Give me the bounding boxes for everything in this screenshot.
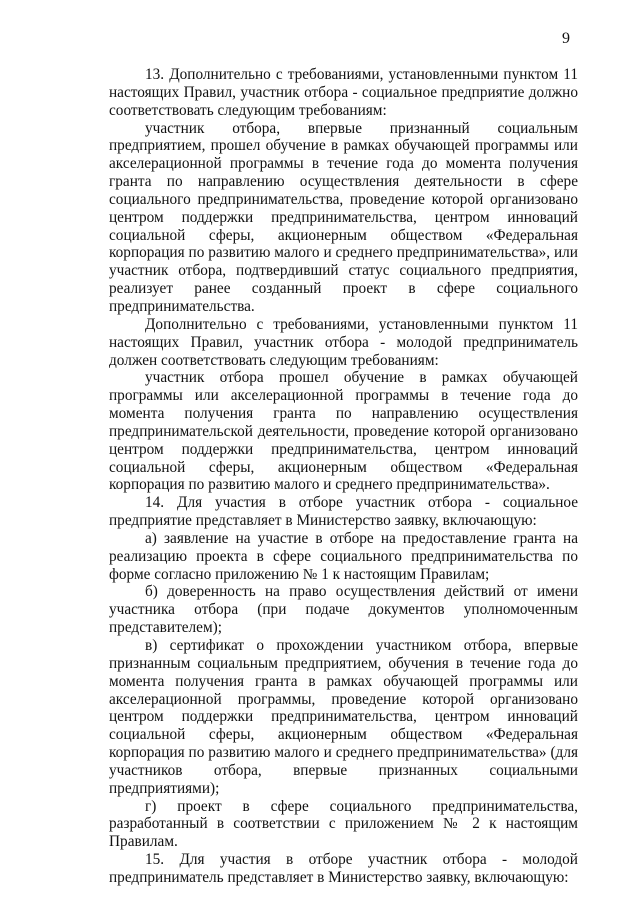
paragraph-14-item-a: а) заявление на участие в отборе на предоставление гранта на реализацию проекта в сфере социального предпринимательства по форме согласно приложению № 1 к настоящим Правилам; <box>109 529 578 583</box>
paragraph-14-item-b: б) доверенность на право осуществления действий от имени участника отбора (при подаче документов уполномоченным представителем); <box>109 583 578 637</box>
paragraph-14-intro: 14. Для участия в отборе участник отбора - социальное предприятие представляет в Министерство заявку, включающую: <box>109 494 578 530</box>
page-number: 9 <box>562 30 570 47</box>
paragraph-young-entrepreneur-requirement: участник отбора прошел обучение в рамках обучающей программы или акселерационной программы в течение года до момента получения гранта по направлению осуществления предпринимательской деятельности, проведение которой организовано центром поддержки предпринимательства, центром инноваций социальной сферы, акционерным обществом «Федеральная корпорация по развитию малого и среднего предпринимательства». <box>109 369 578 494</box>
paragraph-social-enterprise-requirement: участник отбора, впервые признанный социальным предприятием, прошел обучение в рамках обучающей программы или акселерационной программы в течение года до момента получения гранта по направлению осуществления деятельности в сфере социального предпринимательства, проведение которой организовано центром поддержки предпринимательства, центром инноваций социальной сферы, акционерным обществом «Федеральная корпорация по развитию малого и среднего предпринимательства», или участник отбора, подтвердивший статус социального предприятия, реализует ранее созданный проект в сфере социального предпринимательства. <box>109 119 578 315</box>
paragraph-15-intro: 15. Для участия в отборе участник отбора - молодой предприниматель представляет в Министерство заявку, включающую: <box>109 851 578 886</box>
paragraph-14-item-g: г) проект в сфере социального предпринимательства, разработанный в соответствии с приложением № 2 к настоящим Правилам. <box>109 797 578 851</box>
document-body <box>109 66 578 887</box>
paragraph-young-entrepreneur-intro: Дополнительно с требованиями, установленными пунктом 11 настоящих Правил, участник отбора - молодой предприниматель должен соответствовать следующим требованиям: <box>109 315 578 369</box>
paragraph-13-intro: 13. Дополнительно с требованиями, установленными пунктом 11 настоящих Правил, участник отбора - социальное предприятие должно соответствовать следующим требованиям: <box>109 66 578 119</box>
paragraph-14-item-v: в) сертификат о прохождении участником отбора, впервые признанным социальным предприятием, обучения в течение года до момента получения гранта в рамках обучающей программы или акселерационной программы, проведение которой организовано центром поддержки предпринимательства, центром инноваций социальной сферы, акционерным обществом «Федеральная корпорация по развитию малого и среднего предпринимательства» (для участников отбора, впервые признанных социальными предприятиями); <box>109 637 578 797</box>
